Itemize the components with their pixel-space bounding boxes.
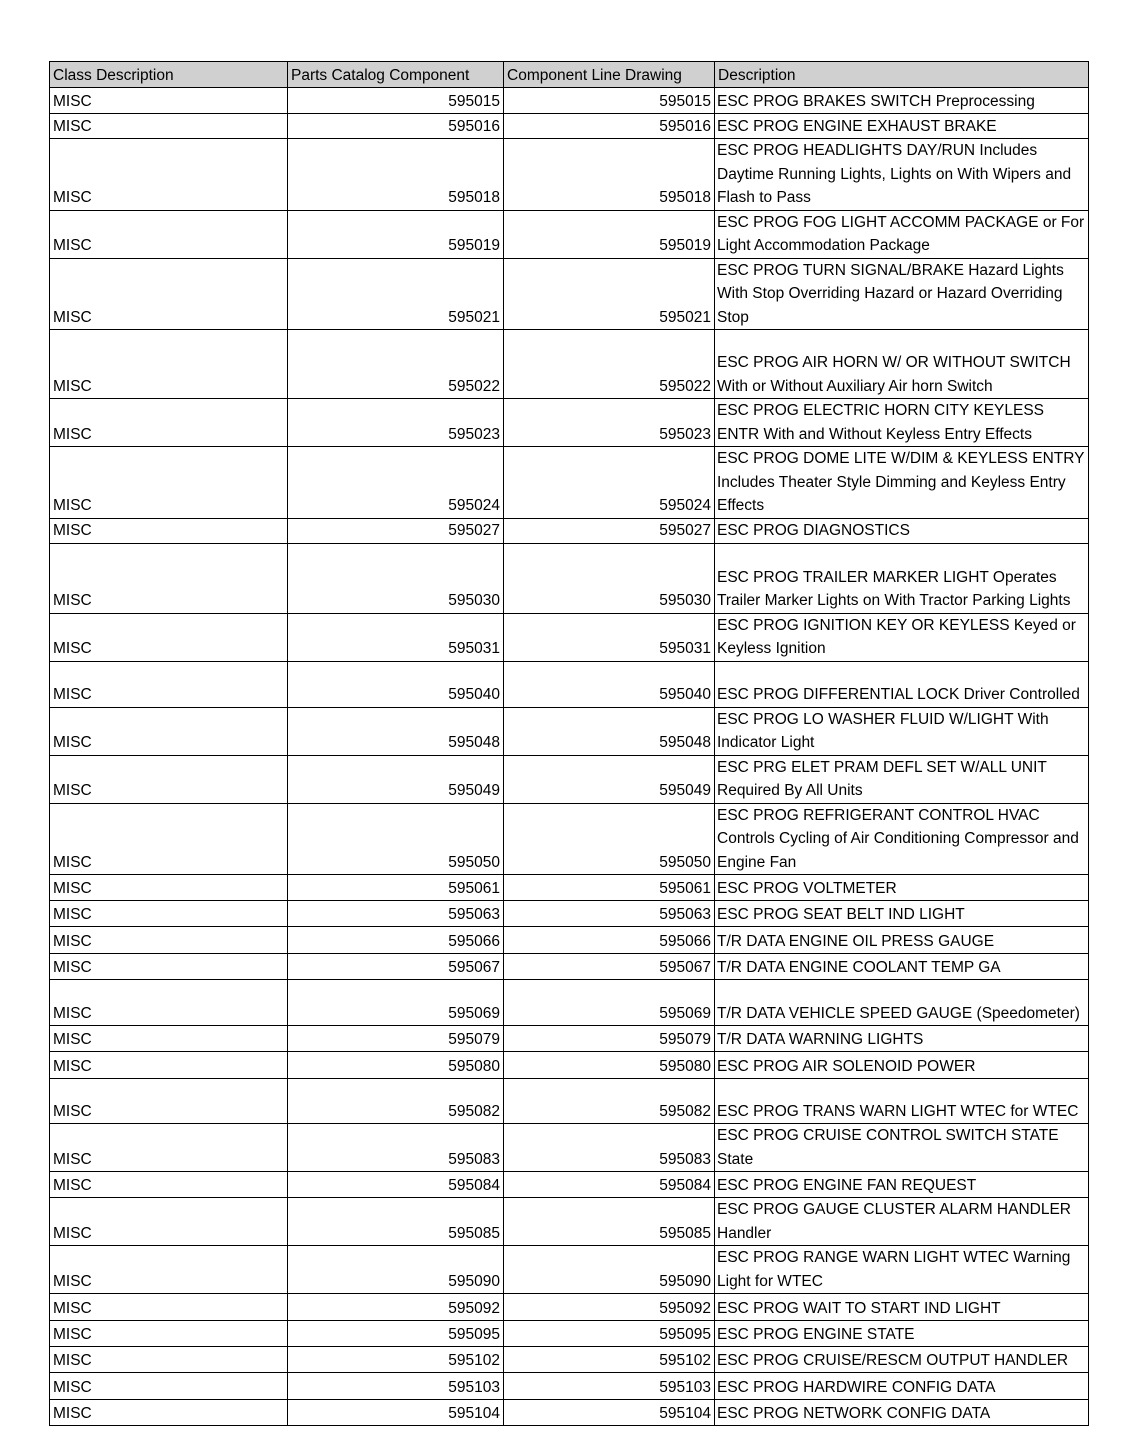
cell-description: ESC PROG ELECTRIC HORN CITY KEYLESS ENTR With and Without Keyless Entry Effects <box>715 399 1089 447</box>
cell-description: ESC PROG FOG LIGHT ACCOMM PACKAGE or For Light Accommodation Package <box>715 210 1089 258</box>
table-row <box>50 1172 1089 1198</box>
cell-class-description: MISC <box>50 613 288 661</box>
cell-parts-catalog-component: 595080 <box>288 1052 504 1079</box>
cell-component-line-drawing: 595024 <box>504 447 715 519</box>
cell-description: ESC PROG ENGINE STATE <box>715 1321 1089 1347</box>
cell-description: ESC PROG CRUISE/RESCM OUTPUT HANDLER <box>715 1347 1089 1373</box>
table-row <box>50 1026 1089 1052</box>
cell-description: ESC PROG HEADLIGHTS DAY/RUN Includes Daytime Running Lights, Lights on With Wipers and Flash to Pass <box>715 139 1089 211</box>
cell-component-line-drawing: 595063 <box>504 901 715 927</box>
cell-description: ESC PROG ENGINE EXHAUST BRAKE <box>715 114 1089 139</box>
header-description: Description <box>715 62 1089 88</box>
table-row <box>50 1321 1089 1347</box>
cell-parts-catalog-component: 595067 <box>288 954 504 980</box>
cell-parts-catalog-component: 595103 <box>288 1373 504 1400</box>
cell-description: T/R DATA ENGINE COOLANT TEMP GA <box>715 954 1089 980</box>
cell-class-description: MISC <box>50 1246 288 1294</box>
table-row <box>50 1400 1089 1426</box>
cell-class-description: MISC <box>50 258 288 330</box>
cell-component-line-drawing: 595067 <box>504 954 715 980</box>
cell-component-line-drawing: 595069 <box>504 980 715 1026</box>
cell-class-description: MISC <box>50 1321 288 1347</box>
header-component-line-drawing: Component Line Drawing <box>504 62 715 88</box>
cell-description: ESC PROG SEAT BELT IND LIGHT <box>715 901 1089 927</box>
cell-class-description: MISC <box>50 447 288 519</box>
cell-description: T/R DATA ENGINE OIL PRESS GAUGE <box>715 927 1089 954</box>
table-row <box>50 1373 1089 1400</box>
cell-parts-catalog-component: 595031 <box>288 613 504 661</box>
cell-parts-catalog-component: 595090 <box>288 1246 504 1294</box>
cell-parts-catalog-component: 595022 <box>288 330 504 399</box>
table-row <box>50 88 1089 114</box>
table-row <box>50 518 1089 543</box>
cell-component-line-drawing: 595018 <box>504 139 715 211</box>
cell-parts-catalog-component: 595040 <box>288 661 504 707</box>
cell-component-line-drawing: 595092 <box>504 1294 715 1321</box>
cell-description: ESC PROG RANGE WARN LIGHT WTEC Warning Light for WTEC <box>715 1246 1089 1294</box>
cell-parts-catalog-component: 595083 <box>288 1124 504 1172</box>
cell-component-line-drawing: 595080 <box>504 1052 715 1079</box>
cell-class-description: MISC <box>50 1400 288 1426</box>
cell-component-line-drawing: 595049 <box>504 755 715 803</box>
cell-component-line-drawing: 595019 <box>504 210 715 258</box>
cell-component-line-drawing: 595022 <box>504 330 715 399</box>
cell-description: ESC PROG HARDWIRE CONFIG DATA <box>715 1373 1089 1400</box>
cell-class-description: MISC <box>50 1124 288 1172</box>
table-row <box>50 613 1089 661</box>
cell-parts-catalog-component: 595061 <box>288 875 504 901</box>
cell-description: ESC PROG AIR HORN W/ OR WITHOUT SWITCH With or Without Auxiliary Air horn Switch <box>715 330 1089 399</box>
parts-table <box>49 61 1089 1426</box>
cell-class-description: MISC <box>50 707 288 755</box>
cell-component-line-drawing: 595030 <box>504 543 715 613</box>
cell-description: ESC PROG TRAILER MARKER LIGHT Operates Trailer Marker Lights on With Tractor Parking Lights <box>715 543 1089 613</box>
cell-component-line-drawing: 595095 <box>504 1321 715 1347</box>
cell-class-description: MISC <box>50 980 288 1026</box>
cell-component-line-drawing: 595102 <box>504 1347 715 1373</box>
cell-parts-catalog-component: 595048 <box>288 707 504 755</box>
cell-parts-catalog-component: 595027 <box>288 518 504 543</box>
cell-component-line-drawing: 595066 <box>504 927 715 954</box>
table-row <box>50 875 1089 901</box>
table-row <box>50 1347 1089 1373</box>
table-row <box>50 980 1089 1026</box>
table-row <box>50 1198 1089 1246</box>
table-row <box>50 707 1089 755</box>
table-row <box>50 661 1089 707</box>
cell-class-description: MISC <box>50 399 288 447</box>
cell-parts-catalog-component: 595016 <box>288 114 504 139</box>
cell-description: ESC PROG ENGINE FAN REQUEST <box>715 1172 1089 1198</box>
cell-parts-catalog-component: 595023 <box>288 399 504 447</box>
header-parts-catalog-component: Parts Catalog Component <box>288 62 504 88</box>
cell-parts-catalog-component: 595079 <box>288 1026 504 1052</box>
cell-class-description: MISC <box>50 803 288 875</box>
table-row <box>50 543 1089 613</box>
table-body <box>50 88 1089 1426</box>
table-row <box>50 447 1089 519</box>
cell-component-line-drawing: 595027 <box>504 518 715 543</box>
cell-class-description: MISC <box>50 330 288 399</box>
table-row <box>50 258 1089 330</box>
cell-parts-catalog-component: 595104 <box>288 1400 504 1426</box>
cell-parts-catalog-component: 595021 <box>288 258 504 330</box>
cell-component-line-drawing: 595016 <box>504 114 715 139</box>
cell-component-line-drawing: 595048 <box>504 707 715 755</box>
cell-description: ESC PROG DIAGNOSTICS <box>715 518 1089 543</box>
cell-component-line-drawing: 595015 <box>504 88 715 114</box>
cell-component-line-drawing: 595084 <box>504 1172 715 1198</box>
cell-component-line-drawing: 595103 <box>504 1373 715 1400</box>
cell-parts-catalog-component: 595050 <box>288 803 504 875</box>
table-row <box>50 1294 1089 1321</box>
table-row <box>50 330 1089 399</box>
cell-parts-catalog-component: 595066 <box>288 927 504 954</box>
cell-parts-catalog-component: 595092 <box>288 1294 504 1321</box>
cell-class-description: MISC <box>50 518 288 543</box>
cell-class-description: MISC <box>50 1026 288 1052</box>
cell-class-description: MISC <box>50 1079 288 1124</box>
cell-component-line-drawing: 595040 <box>504 661 715 707</box>
cell-parts-catalog-component: 595024 <box>288 447 504 519</box>
cell-component-line-drawing: 595085 <box>504 1198 715 1246</box>
cell-class-description: MISC <box>50 755 288 803</box>
cell-description: ESC PROG LO WASHER FLUID W/LIGHT With Indicator Light <box>715 707 1089 755</box>
cell-parts-catalog-component: 595019 <box>288 210 504 258</box>
cell-description: ESC PRG ELET PRAM DEFL SET W/ALL UNIT Required By All Units <box>715 755 1089 803</box>
cell-component-line-drawing: 595031 <box>504 613 715 661</box>
cell-component-line-drawing: 595023 <box>504 399 715 447</box>
table-row <box>50 1079 1089 1124</box>
cell-description: ESC PROG IGNITION KEY OR KEYLESS Keyed or Keyless Ignition <box>715 613 1089 661</box>
table-row <box>50 114 1089 139</box>
cell-parts-catalog-component: 595049 <box>288 755 504 803</box>
cell-parts-catalog-component: 595082 <box>288 1079 504 1124</box>
cell-description: ESC PROG TRANS WARN LIGHT WTEC for WTEC <box>715 1079 1089 1124</box>
cell-component-line-drawing: 595082 <box>504 1079 715 1124</box>
cell-class-description: MISC <box>50 1052 288 1079</box>
cell-parts-catalog-component: 595015 <box>288 88 504 114</box>
cell-class-description: MISC <box>50 543 288 613</box>
cell-description: T/R DATA WARNING LIGHTS <box>715 1026 1089 1052</box>
table-row <box>50 755 1089 803</box>
cell-description: ESC PROG AIR SOLENOID POWER <box>715 1052 1089 1079</box>
cell-class-description: MISC <box>50 1198 288 1246</box>
cell-component-line-drawing: 595083 <box>504 1124 715 1172</box>
cell-class-description: MISC <box>50 661 288 707</box>
cell-description: T/R DATA VEHICLE SPEED GAUGE (Speedometer) <box>715 980 1089 1026</box>
cell-component-line-drawing: 595090 <box>504 1246 715 1294</box>
table-row <box>50 1246 1089 1294</box>
table-row <box>50 927 1089 954</box>
cell-description: ESC PROG DIFFERENTIAL LOCK Driver Controlled <box>715 661 1089 707</box>
table-row <box>50 901 1089 927</box>
cell-class-description: MISC <box>50 114 288 139</box>
table-row <box>50 954 1089 980</box>
cell-parts-catalog-component: 595063 <box>288 901 504 927</box>
cell-class-description: MISC <box>50 139 288 211</box>
cell-component-line-drawing: 595061 <box>504 875 715 901</box>
cell-description: ESC PROG CRUISE CONTROL SWITCH STATE State <box>715 1124 1089 1172</box>
cell-description: ESC PROG NETWORK CONFIG DATA <box>715 1400 1089 1426</box>
cell-parts-catalog-component: 595018 <box>288 139 504 211</box>
cell-description: ESC PROG TURN SIGNAL/BRAKE Hazard Lights With Stop Overriding Hazard or Hazard Overriding Stop <box>715 258 1089 330</box>
cell-class-description: MISC <box>50 1294 288 1321</box>
cell-class-description: MISC <box>50 1373 288 1400</box>
cell-class-description: MISC <box>50 954 288 980</box>
cell-description: ESC PROG REFRIGERANT CONTROL HVAC Controls Cycling of Air Conditioning Compressor and Engine Fan <box>715 803 1089 875</box>
cell-class-description: MISC <box>50 901 288 927</box>
cell-parts-catalog-component: 595095 <box>288 1321 504 1347</box>
cell-component-line-drawing: 595104 <box>504 1400 715 1426</box>
cell-class-description: MISC <box>50 88 288 114</box>
cell-parts-catalog-component: 595102 <box>288 1347 504 1373</box>
cell-class-description: MISC <box>50 210 288 258</box>
cell-class-description: MISC <box>50 1172 288 1198</box>
table-row <box>50 139 1089 211</box>
cell-component-line-drawing: 595079 <box>504 1026 715 1052</box>
cell-component-line-drawing: 595021 <box>504 258 715 330</box>
cell-parts-catalog-component: 595084 <box>288 1172 504 1198</box>
cell-parts-catalog-component: 595030 <box>288 543 504 613</box>
cell-parts-catalog-component: 595069 <box>288 980 504 1026</box>
table-row <box>50 210 1089 258</box>
cell-class-description: MISC <box>50 875 288 901</box>
cell-description: ESC PROG GAUGE CLUSTER ALARM HANDLER Handler <box>715 1198 1089 1246</box>
table-row <box>50 399 1089 447</box>
table-row <box>50 1052 1089 1079</box>
cell-class-description: MISC <box>50 927 288 954</box>
header-class-description: Class Description <box>50 62 288 88</box>
table-row <box>50 803 1089 875</box>
cell-description: ESC PROG DOME LITE W/DIM & KEYLESS ENTRY Includes Theater Style Dimming and Keyless Entry Effects <box>715 447 1089 519</box>
cell-class-description: MISC <box>50 1347 288 1373</box>
cell-description: ESC PROG VOLTMETER <box>715 875 1089 901</box>
cell-parts-catalog-component: 595085 <box>288 1198 504 1246</box>
cell-description: ESC PROG WAIT TO START IND LIGHT <box>715 1294 1089 1321</box>
header-row <box>50 62 1089 88</box>
table-row <box>50 1124 1089 1172</box>
cell-component-line-drawing: 595050 <box>504 803 715 875</box>
cell-description: ESC PROG BRAKES SWITCH Preprocessing <box>715 88 1089 114</box>
